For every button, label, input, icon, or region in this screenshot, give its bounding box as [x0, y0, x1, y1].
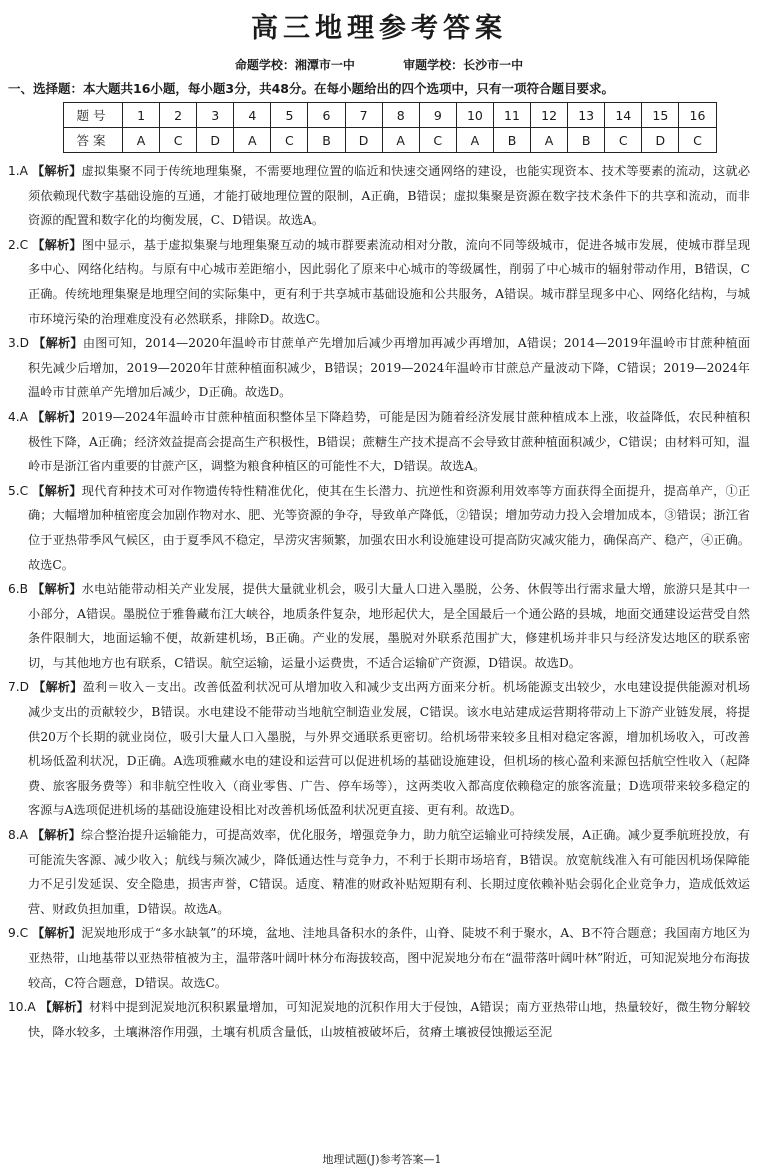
- item-number: 2.C: [8, 237, 29, 252]
- explanation-item: [8, 921, 750, 995]
- question-number: 2: [160, 103, 197, 128]
- answer-value: C: [605, 128, 642, 153]
- explanation-item: [8, 995, 750, 1044]
- item-text: 由图可知，2014—2020年温岭市甘蔗单产先增加后减少再增加再减少再增加，A错误；2014—2019年温岭市甘蔗种植面积先减少后增加，2019—2020年甘蔗种植面积减少，B错误；2019—2024年温岭市甘蔗总产量波动下降，C错误；2019—2024年温岭市甘蔗单产先增加后减少，D正确。故选D。: [28, 336, 751, 400]
- page-title: 高三地理参考答案: [251, 13, 507, 44]
- item-number: 7.D: [8, 680, 30, 695]
- answer-value: B: [568, 128, 605, 153]
- item-number: 9.C: [8, 926, 29, 941]
- answer-value: A: [234, 128, 271, 153]
- answer-value: B: [308, 128, 345, 153]
- question-number: 15: [642, 103, 679, 128]
- analysis-tag: 【解析】: [32, 164, 82, 178]
- question-number: 12: [531, 103, 568, 128]
- explanation-item: [8, 675, 750, 823]
- item-number: 8.A: [8, 828, 28, 843]
- question-number: 6: [308, 103, 345, 128]
- answer-value: B: [493, 128, 530, 153]
- answer-value: D: [642, 128, 679, 153]
- answer-value: C: [160, 128, 197, 153]
- answer-table: [63, 102, 717, 153]
- answer-row: [64, 128, 717, 153]
- answer-value: C: [419, 128, 456, 153]
- page-footer: 地理试题(J)参考答案—1: [322, 1153, 442, 1166]
- explanation-item: [8, 577, 750, 675]
- explanation-item: [8, 159, 750, 233]
- analysis-tag: 【解析】: [32, 483, 82, 498]
- answer-value: A: [456, 128, 493, 153]
- item-number: 1.A: [8, 164, 28, 178]
- authoring-school: 命题学校：湘潭市一中: [234, 58, 355, 72]
- explanation-item: [8, 479, 750, 577]
- answer-value: C: [271, 128, 308, 153]
- answer-value: A: [531, 128, 568, 153]
- question-number: 5: [271, 103, 308, 128]
- review-school: 审题学校：长沙市一中: [403, 58, 524, 72]
- item-number: 10.A: [8, 1000, 36, 1015]
- question-number: 9: [419, 103, 456, 128]
- item-text: 2019—2024年温岭市甘蔗种植面积整体呈下降趋势，可能是因为随着经济发展甘蔗种植成本上涨，收益降低，农民种植积极性下降，A正确；经济效益提高会提高生产积极性，B错误；蔗糖生产技术提高不会导致甘蔗种植面积减少，C错误；由材料可知，温岭市是浙江省内重要的甘蔗产区，调整为粮食种植区的可能性不大，D错误。故选A。: [28, 409, 751, 474]
- explanation-item: [8, 331, 750, 405]
- question-number: 13: [568, 103, 605, 128]
- analysis-tag: 【解析】: [32, 926, 82, 941]
- question-number: 11: [493, 103, 530, 128]
- item-text: 水电站能带动相关产业发展，提供大量就业机会，吸引大量人口进入墨脱，公务、休假等出行需求量大增，旅游只是其中一小部分，A错误。墨脱位于雅鲁藏布江大峡谷，地质条件复杂，地形起伏大，是全国最后一个通公路的县城，地面交通建设运营受自然条件限制大，地面运输不便，故新建机场，B正确。产业的发展，墨脱对外联系范围扩大，修建机场并非只与经济发达地区的联系密切，与其他地方也有联系，C错误。航空运输，运量小运费贵，不适合运输矿产资源，D错误。故选D。: [28, 582, 751, 670]
- analysis-tag: 【解析】: [39, 1000, 89, 1015]
- analysis-tag: 【解析】: [33, 336, 83, 351]
- question-number: 1: [123, 103, 160, 128]
- analysis-tag: 【解析】: [32, 237, 82, 252]
- question-number: 16: [679, 103, 716, 128]
- analysis-tag: 【解析】: [33, 680, 83, 695]
- explanation-item: [8, 405, 750, 479]
- item-text: 综合整治提升运输能力，可提高效率，优化服务，增强竞争力，助力航空运输业可持续发展，A正确。减少夏季航班投放，有可能流失客源、减少收入；航线与频次减少，降低通达性与竞争力，不利于长期市场培育，B错误。放宽航线准入有可能因机场保障能力不足引发延误、安全隐患，损害声誉，C错误。适度、精准的财政补贴短期有利、长期过度依赖补贴会弱化企业竞争力，造成低效运营、财政负担加重，D错误。故选A。: [28, 828, 750, 916]
- analysis-tag: 【解析】: [32, 582, 82, 597]
- question-number-row: [64, 103, 717, 128]
- item-number: 5.C: [8, 483, 29, 498]
- item-number: 4.A: [8, 409, 28, 424]
- question-number: 14: [605, 103, 642, 128]
- analysis-tag: 【解析】: [32, 409, 82, 424]
- item-text: 虚拟集聚不同于传统地理集聚，不需要地理位置的临近和快速交通网络的建设，也能实现资本、技术等要素的流动，这就必须依赖现代数字基础设施的互通，才能打破地理位置的限制，A正确，B错误；虚拟集聚是资源在数字技术条件下的共享和流动，而非资源的配置和数字化的均衡发展，C、D错误。故选A。: [28, 164, 751, 228]
- explanations-list: [8, 159, 750, 1044]
- answer-value: D: [197, 128, 234, 153]
- question-number: 8: [382, 103, 419, 128]
- question-number: 3: [197, 103, 234, 128]
- answer-value: A: [382, 128, 419, 153]
- item-text: 泥炭地形成于“多水缺氧”的环境，盆地、洼地具备积水的条件，山脊、陡坡不利于聚水，A、B不符合题意；我国南方地区为亚热带，山地基带以亚热带植被为主，温带落叶阔叶林分布海拔较高，图中泥炭地分布在“温带落叶阔叶林”附近，可知泥炭地分布海拔较高，C符合题意，D错误。故选C。: [28, 926, 751, 990]
- answer-value: C: [679, 128, 716, 153]
- question-number: 4: [234, 103, 271, 128]
- school-info: [8, 56, 750, 74]
- answer-value: D: [345, 128, 382, 153]
- item-text: 材料中提到泥炭地沉积积累量增加，可知泥炭地的沉积作用大于侵蚀，A错误；南方亚热带山地，热量较好，微生物分解较快，降水较多，土壤淋溶作用强，土壤有机质含量低，山坡植被破坏后，贫瘠土壤被侵蚀搬运至泥: [28, 1000, 751, 1039]
- question-number: 7: [345, 103, 382, 128]
- item-text: 盈利＝收入－支出。改善低盈利状况可从增加收入和减少支出两方面来分析。机场能源支出较少，水电建设提供能源对机场减少支出的贡献较少，B错误。水电建设不能带动当地航空制造业发展，C错误。该水电站建成运营期将带动上下游产业链发展，将提供20万个长期的就业岗位，吸引大量人口入墨脱，与外界交通联系更密切。给机场带来较多且相对稳定客源，增加机场收入，可改善机场低盈利状况，D正确。A选项雅藏水电的建设和运营可以促进机场的基础设施建设，但机场的核心盈利来源包括航空性收入（起降费、旅客服务费等）和非航空性收入（商业零售、广告、停车场等），这两类收入都高度依赖稳定的旅客流量；D选项带来较多稳定的客源与A选项促进机场的基础设施建设相比对改善机场低盈利状况更直接、更有利。故选D。: [28, 680, 751, 818]
- row-label-answer: 答案: [64, 128, 123, 153]
- explanation-item: [8, 823, 750, 921]
- row-label-number: 题号: [64, 103, 123, 128]
- analysis-tag: 【解析】: [31, 828, 81, 843]
- answer-value: A: [123, 128, 160, 153]
- section-heading: 一、选择题：本大题共16小题，每小题3分，共48分。在每小题给出的四个选项中，只有一项符合题目要求。: [8, 81, 614, 96]
- item-text: 现代育种技术可对作物遗传特性精准优化，使其在生长潜力、抗逆性和资源利用效率等方面获得全面提升，提高单产，①正确；大幅增加种植密度会加剧作物对水、肥、光等资源的争夺，导致单产降低，②错误；增加劳动力投入会增加成本，③错误；浙江省位于亚热带季风气候区，由于夏季风不稳定，旱涝灾害频繁，加强农田水利设施建设可提高防灾减灾能力，确保高产、稳产，④正确。故选C。: [28, 483, 751, 572]
- item-number: 6.B: [8, 582, 28, 597]
- question-number: 10: [456, 103, 493, 128]
- item-text: 图中显示，基于虚拟集聚与地理集聚互动的城市群要素流动相对分散，流向不同等级城市，促进各城市发展，使城市群呈现多中心、网络化结构。与原有中心城市差距缩小，因此弱化了原来中心城市的等级属性，削弱了中心城市的辐射带动作用，B错误，C正确。传统地理集聚是地理空间的实际集中，更有利于共享城市基础设施和公共服务，A错误。城市群呈现多中心、网络化结构，与城市环境污染的治理难度没有必然联系，排除D。故选C。: [28, 237, 751, 326]
- explanation-item: [8, 233, 750, 331]
- item-number: 3.D: [8, 336, 30, 351]
